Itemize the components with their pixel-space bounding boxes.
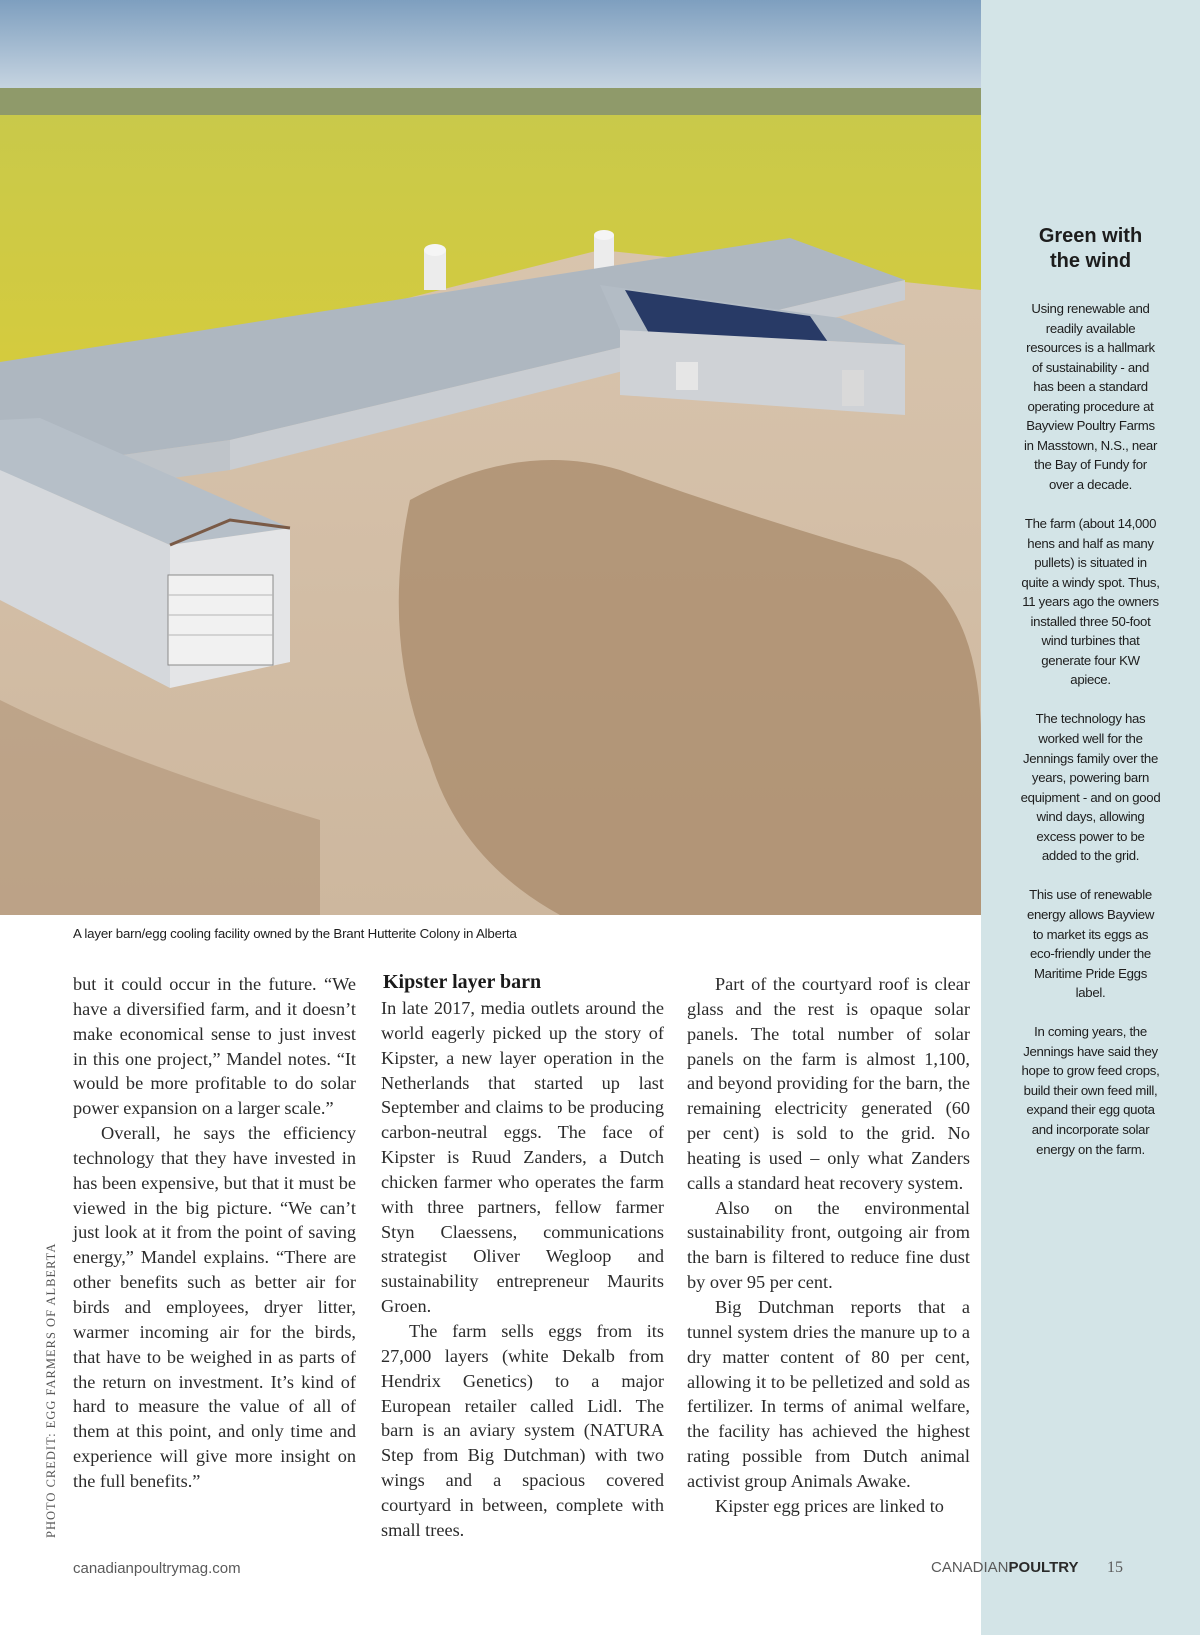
article-column-2: [381, 996, 664, 1543]
sidebar-body: [989, 299, 1192, 1179]
photo-credit: PHOTO CREDIT: EGG FARMERS OF ALBERTA: [44, 1242, 58, 1538]
body-paragraph: Big Dutchman reports that a tunnel system dries the manure up to a dry matter content of 80 per cent, allowing it to be pelletized and sold as fertilizer. In terms of animal welfare, the facility has achieved the highest rating possible from Dutch animal activist group Animals Awake.: [687, 1296, 970, 1491]
article-photo: [0, 0, 981, 915]
page-number: 15: [1107, 1559, 1123, 1576]
brand-light: CANADIAN: [931, 1559, 1009, 1576]
footer-website-link[interactable]: canadianpoultrymag.com: [73, 1560, 241, 1577]
sidebar-paragraph: The technology has worked well for the Jennings family over the years, powering barn equipment - and on good wind days, allowing excess power to be added to the grid.: [1020, 711, 1161, 864]
article-column-3: [687, 972, 970, 1519]
barn-aerial-image: [0, 0, 981, 915]
section-heading: Kipster layer barn: [383, 971, 542, 993]
footer-brand: [931, 1559, 1079, 1576]
body-paragraph: Part of the courtyard roof is clear glass and the rest is opaque solar panels. The total number of solar panels on the farm is almost 1,100, and beyond providing for the barn, the remaining electricity generated (60 per cent) is sold to the grid. No heating is used – only what Zanders calls a standard heat recovery system.: [687, 974, 970, 1193]
sidebar-title: [981, 224, 1200, 274]
sidebar-paragraph: In coming years, the Jennings have said they hope to grow feed crops, build their own feed mill, expand their egg quota and incorporate solar energy on the farm.: [1021, 1024, 1160, 1157]
sidebar-title-line: Green with: [1038, 225, 1143, 247]
sidebar-paragraph: Using renewable and readily available resources is a hallmark of sustainability - and has been a standard operating procedure at Bayview Poultry Farms in Masstown, N.S., near the Bay of Fundy for over a decade.: [1023, 301, 1158, 492]
body-paragraph: The farm sells eggs from its 27,000 layers (white Dekalb from Hendrix Genetics) to a major European retailer called Lidl. The barn is an aviary system (NATURA Step from Big Dutchman) with two wings and a spacious covered courtyard in between, complete with small trees.: [381, 1320, 664, 1540]
sidebar-paragraph: The farm (about 14,000 hens and half as many pullets) is situated in quite a windy spot. Thus, 11 years ago the owners installed three 50-foot wind turbines that generate four KW apiece.: [1021, 516, 1160, 688]
photo-caption: A layer barn/egg cooling facility owned by the Brant Hutterite Colony in Alberta: [73, 926, 517, 941]
body-paragraph: Overall, he says the efficiency technology that they have invested in has been expensive, but that it must be viewed in the big picture. “We can’t just look at it from the point of saving energy,” Mandel explains. “There are other benefits such as better air for birds and employees, dryer litter, warmer incoming air for the birds, that have to be weighed in as parts of the return on investment. It’s kind of hard to measure the value of all of them at this point, and only time and experience will give more insight on the full benefits.”: [73, 1123, 356, 1491]
article-column-1: [73, 972, 356, 1494]
sidebar-paragraph: This use of renewable energy allows Bayview to market its eggs as eco-friendly under the Maritime Pride Eggs label.: [1026, 887, 1155, 1001]
body-paragraph: but it could occur in the future. “We have a diversified farm, and it doesn’t make economical sense to just invest in this one project,” Mandel notes. “It would be more profitable to do solar power expansion on a larger scale.”: [73, 974, 356, 1119]
body-paragraph: In late 2017, media outlets around the world eagerly picked up the story of Kipster, a new layer operation in the Netherlands that started up last September and claims to be producing carbon-neutral eggs. The face of Kipster is Ruud Zanders, a Dutch chicken farmer who operates the farm with three partners, fellow farmer Styn Claessens, communications strategist Oliver Wegloop and sustainability entrepreneur Maurits Groen.: [381, 998, 664, 1317]
sidebar-title-line: the wind: [1049, 250, 1132, 272]
body-paragraph: Kipster egg prices are linked to: [715, 1495, 944, 1516]
body-paragraph: Also on the environmental sustainability front, outgoing air from the barn is filtered to reduce fine dust by over 95 per cent.: [687, 1197, 970, 1293]
brand-bold: POULTRY: [1008, 1559, 1079, 1576]
sidebar-box: [981, 0, 1200, 1635]
